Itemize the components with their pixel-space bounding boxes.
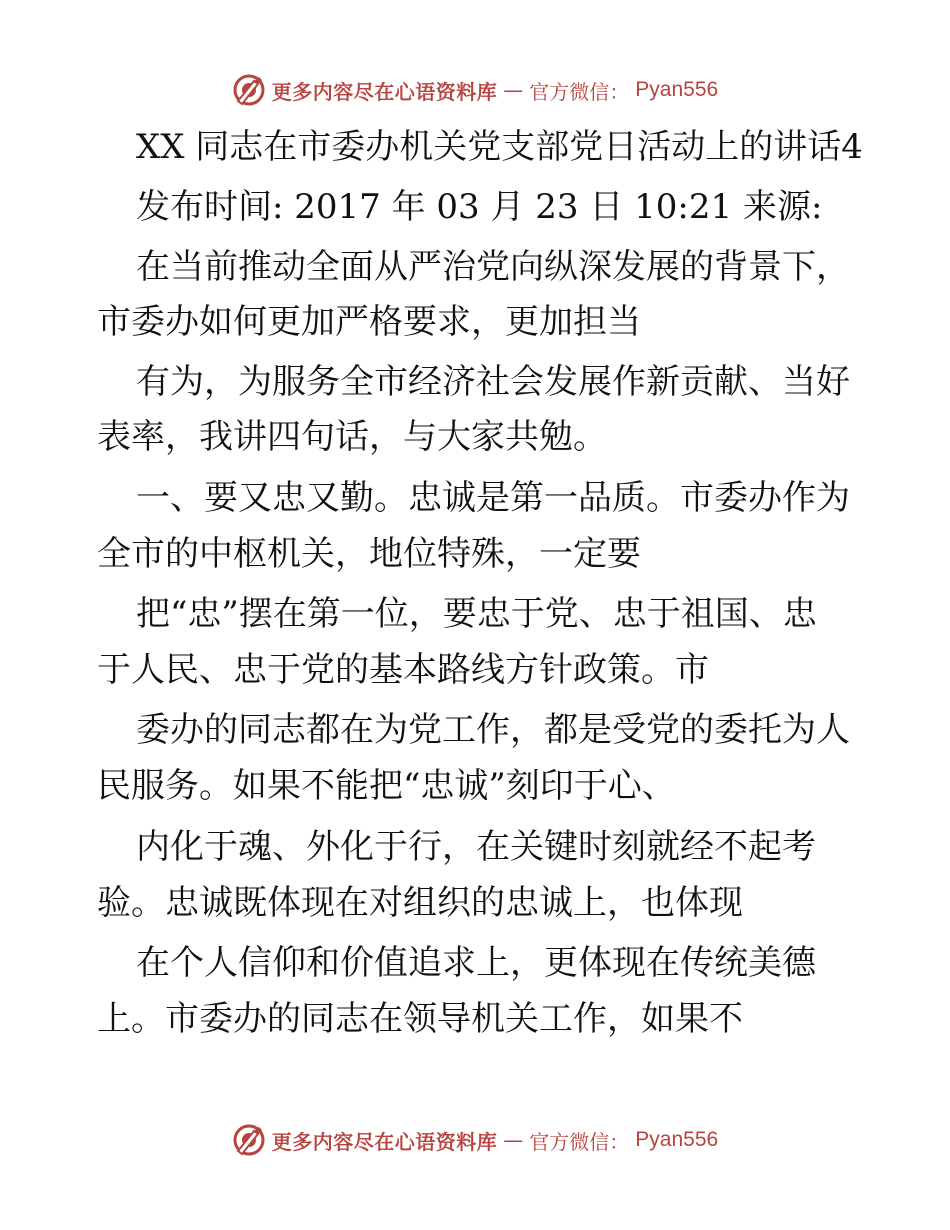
body-line: 于人民、忠于党的基本路线方针政策。市 (97, 650, 709, 690)
watermark-banner-bottom (0, 1120, 950, 1160)
watermark-wechat-label: 官方微信： (529, 1129, 630, 1154)
body-line: 有为，为服务全市经济社会发展作新贡献、当好 (136, 362, 850, 402)
body-line: 把“忠”摆在第一位，要忠于党、忠于祖国、忠 (136, 594, 817, 634)
document-title: XX 同志在市委办机关党支部党日活动上的讲话4 (136, 127, 863, 167)
body-line: 民服务。如果不能把“忠诚”刻印于心、 (97, 766, 676, 806)
watermark-wechat-id: Pyan556 (635, 1128, 719, 1151)
watermark-dash: — (503, 78, 524, 102)
watermark-site-text: 更多内容尽在心语资料库 (271, 79, 498, 104)
pen-seal-logo-icon (232, 73, 266, 107)
body-line: 委办的同志都在为党工作，都是受党的委托为人 (136, 710, 850, 750)
watermark-dash: — (503, 1128, 524, 1152)
body-line: 一、要又忠又勤。忠诚是第一品质。市委办作为 (136, 478, 850, 518)
watermark-site-text: 更多内容尽在心语资料库 (271, 1129, 498, 1154)
body-line: 在个人信仰和价值追求上，更体现在传统美德 (136, 943, 816, 983)
body-line: 表率，我讲四句话，与大家共勉。 (97, 417, 607, 457)
watermark-wechat-label: 官方微信： (529, 79, 630, 104)
watermark-banner-top (0, 70, 950, 110)
body-line: 全市的中枢机关，地位特殊，一定要 (97, 534, 641, 574)
publish-info: 发布时间: 2017 年 03 月 23 日 10:21 来源: (136, 187, 823, 227)
body-line: 在当前推动全面从严治党向纵深发展的背景下， (136, 247, 850, 287)
body-line: 上。市委办的同志在领导机关工作，如果不 (97, 999, 743, 1039)
watermark-wechat-id: Pyan556 (635, 78, 719, 101)
body-line: 验。忠诚既体现在对组织的忠诚上，也体现 (97, 883, 743, 923)
body-line: 市委办如何更加严格要求，更加担当 (97, 302, 641, 342)
body-line: 内化于魂、外化于行，在关键时刻就经不起考 (136, 827, 816, 867)
pen-seal-logo-icon (232, 1123, 266, 1157)
